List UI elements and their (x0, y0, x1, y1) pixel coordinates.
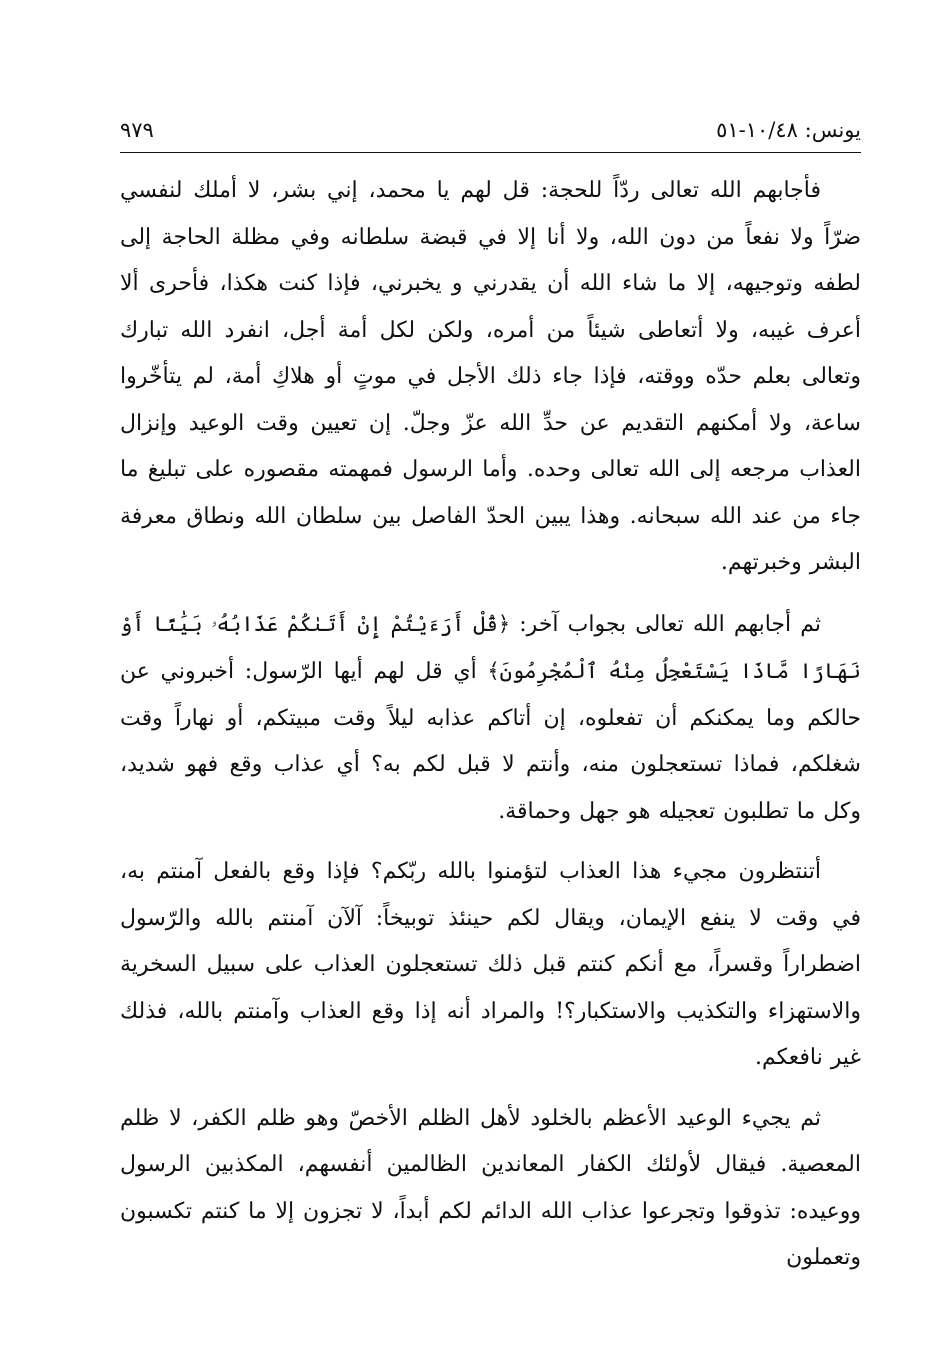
paragraph-text: أي قل لهم أيها الرّسول: أخبروني عن حالكم وما يمكنكم أن تفعلوه، إن أتاكم عذابه ليلاً وقت مبيتكم، أو نهاراً وقت شغلكم، فماذا تستعجلون منه، وأنتم لا قبل لكم به؟ أي عذاب وقع فهو شديد، وكل ما تطلبون تعجيله هو جهل وحماقة. (120, 659, 861, 824)
paragraph (120, 849, 861, 1082)
paragraph-text: فأجابهم الله تعالى ردّاً للحجة: قل لهم يا محمد، إني بشر، لا أملك لنفسي ضرّاً ولا نفعاً من دون الله، ولا أنا إلا في قبضة سلطانه وفي مظلة الحاجة إلى لطفه وتوجيهه، إلا ما شاء الله أن يقدرني و يخبرني، فإذا كنت هكذا، فأحرى ألا أعرف غيبه، ولا أتعاطى شيئاً من أمره، ولكن لكل أمة أجل، انفرد الله تبارك وتعالى بعلم حدّه ووقته، فإذا جاء ذلك الأجل في موتٍ أو هلاكِ أمة، لم يتأخّروا ساعة، ولا أمكنهم التقديم عن حدِّ الله عزّ وجلّ. إن تعيين وقت الوعيد وإنزال العذاب مرجعه إلى الله تعالى وحده. وأما الرسول فمهمته مقصوره على تبليغ ما جاء من عند الله سبحانه. وهذا يبين الحدّ الفاصل بين سلطان الله ونطاق معرفة البشر وخبرتهم. (120, 178, 862, 575)
paragraph (120, 1096, 861, 1282)
paragraph (120, 168, 861, 587)
page-body (120, 168, 861, 1282)
paragraph (120, 601, 861, 836)
paragraph-text: أتنتظرون مجيء هذا العذاب لتؤمنوا بالله ربّكم؟ فإذا وقع بالفعل آمنتم به، في وقت لا ينفع الإيمان، ويقال لكم حينئذ توبيخاً: آلآن آمنتم بالله والرّسول اضطراراً وقسراً، مع أنكم كنتم قبل ذلك تستعجلون العذاب على سبيل السخرية والاستهزاء والتكذيب والاستكبار؟! والمراد أنه إذا وقع العذاب وآمنتم بالله، فذلك غير نافعكم. (120, 859, 861, 1070)
quran-verse: ﴿قُلْ أَرَءَيْتُمْ إِنْ أَتَىٰكُمْ عَذَابُهُۥ بَيَٰتًا أَوْ نَهَارًا مَّاذَا يَسْتَعْجِلُ مِنْهُ ٱلْمُجْرِمُونَ﴾ (120, 611, 861, 683)
running-title: يونس: ١٠/٤٨-٥١ (716, 118, 861, 142)
page-number: ٩٧٩ (120, 118, 154, 142)
paragraph-text: ثم يجيء الوعيد الأعظم بالخلود لأهل الظلم الأخصّ وهو ظلم الكفر، لا ظلم المعصية. فيقال لأولئك الكفار المعاندين الظالمين أنفسهم، المكذبين الرسول ووعيده: تذوقوا وتجرعوا عذاب الله الدائم لكم أبداً، لا تجزون إلا ما كنتم تكسبون وتعملون (120, 1105, 861, 1270)
page-header (120, 112, 861, 153)
paragraph-text: ثم أجابهم الله تعالى بجواب آخر: (510, 611, 821, 637)
